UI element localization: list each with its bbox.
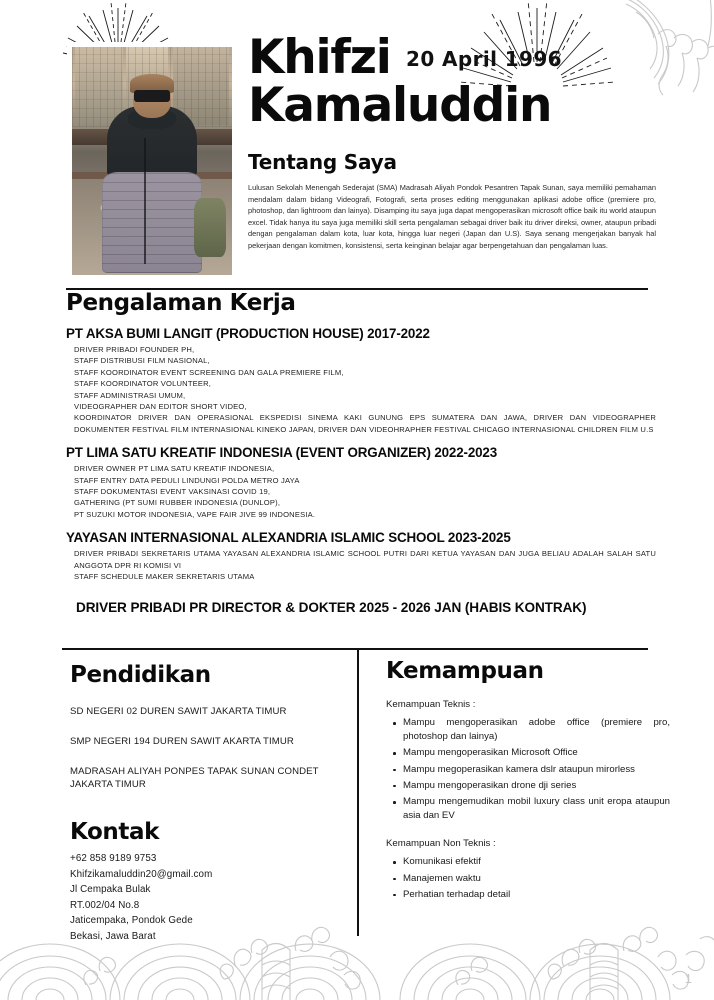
- skill-item: Manajemen waktu: [403, 872, 676, 886]
- divider-columns: [357, 650, 359, 936]
- divider-lower: [62, 648, 648, 650]
- job-detail: STAFF SCHEDULE MAKER SEKRETARIS UTAMA: [74, 572, 255, 582]
- experience-title: Pengalaman Kerja: [66, 290, 296, 316]
- job-detail: STAFF ENTRY DATA PEDULI LINDUNGI POLDA METRO JAYA: [74, 475, 300, 485]
- resume-header: [0, 0, 714, 292]
- skill-item: Mampu mengoperasikan drone dji series: [403, 779, 676, 793]
- skill-item: Mampu mengoperasikan Microsoft Office: [403, 746, 676, 760]
- contact-list: [70, 851, 350, 945]
- avatar: [67, 42, 237, 280]
- job-detail: STAFF ADMINISTRASI UMUM,: [74, 390, 186, 400]
- technical-skills-list: [386, 716, 676, 823]
- job-detail-list: [66, 548, 656, 582]
- page-number: 1: [684, 971, 692, 986]
- job-title: PT LIMA SATU KREATIF INDONESIA (EVENT ORGANIZER) 2022-2023: [66, 445, 498, 461]
- job-title: PT AKSA BUMI LANGIT (PRODUCTION HOUSE) 2017-2022: [66, 326, 430, 341]
- contact-address-line: Jl Cempaka Bulak: [70, 884, 151, 896]
- birthdate: 20 April 1996: [406, 47, 562, 71]
- experience-job: [66, 444, 656, 520]
- skill-item: Komunikasi efektif: [403, 855, 676, 869]
- job-detail: DRIVER OWNER PT LIMA SATU KREATIF INDONESIA,: [74, 464, 275, 474]
- job-title: YAYASAN INTERNASIONAL ALEXANDRIA ISLAMIC SCHOOL 2023-2025: [66, 530, 511, 546]
- experience-job: [66, 529, 656, 582]
- education-contact-column: [70, 662, 350, 945]
- job-detail: STAFF DOKUMENTASI EVENT VAKSINASI COVID 19,: [74, 487, 271, 497]
- education-item: SMP NEGERI 194 DUREN SAWIT AKARTA TIMUR: [70, 736, 294, 747]
- contact-address-line: RT.002/04 No.8: [70, 899, 140, 911]
- contact-phone[interactable]: +62 858 9189 9753: [70, 853, 157, 864]
- skill-item: Perhatian terhadap detail: [403, 888, 676, 902]
- job-detail: DRIVER PRIBADI FOUNDER PH,: [74, 345, 195, 354]
- experience-section: [66, 290, 656, 615]
- job-detail-list: [66, 344, 656, 435]
- technical-skills-label: Kemampuan Teknis :: [386, 699, 476, 710]
- last-name: Kamaluddin: [248, 78, 552, 133]
- job-detail: STAFF KOORDINATOR VOLUNTEER,: [74, 379, 212, 389]
- job-detail: STAFF DISTRIBUSI FILM NASIONAL,: [74, 356, 210, 366]
- skill-item: Mampu mengemudikan mobil luxury class unit eropa ataupun asia dan EV: [403, 795, 676, 823]
- portrait-photo: [72, 47, 232, 275]
- skill-item: Mampu megoperasikan kamera dslr ataupun mirorless: [403, 763, 676, 777]
- skill-item: Mampu mengoperasikan adobe office (premiere pro, photoshop dan lainya): [403, 716, 676, 744]
- about-section-title: Tentang Saya: [248, 150, 397, 174]
- skills-column: [386, 658, 676, 904]
- contact-email[interactable]: Khifzikamaluddin20@gmail.com: [70, 868, 213, 880]
- job-detail: PT SUZUKI MOTOR INDONESIA, VAPE FAIR JIVE 99 INDONESIA.: [74, 509, 316, 519]
- non-technical-skills-label: Kemampuan Non Teknis :: [386, 838, 496, 850]
- job-detail: DRIVER PRIBADI SEKRETARIS UTAMA YAYASAN ALEXANDRIA ISLAMIC SCHOOL PUTRI DARI KETUA YAYASAN DAN JUGA BELIAU ADALAH SALAH SATU ANGGOTA DPR RI KOMISI VI: [74, 549, 656, 570]
- job-detail: STAFF KOORDINATOR EVENT SCREENING DAN GALA PREMIERE FILM,: [74, 367, 344, 377]
- non-technical-skills-list: [386, 855, 676, 902]
- about-section-text: Lulusan Sekolah Menengah Sederajat (SMA) Madrasah Aliyah Pondok Pesantren Tapak Sunan, saya memiliki pemahaman mendalam dalam bidang Videografi, Fotografi, serta proses editing menggunakan aplikasi adobe office (premiere pro, photoshop, dan lightroom dan lainya). Disamping itu saya juga dapat mengoperasikan microsoft office baik itu world ataupun excel. Tidak hanya itu saya juga memiliki skill serta pengalaman sebagai driver baik itu driver direksi, owner, ataupun pribadi dengan pengalaman dalam kota, luar kota, hingga luar negeri (Japan dan U.S). Saya senang mengerjakan banyak hal pekerjaan dengan komitmen, konsistensi, serta keinginan belajar agar berpengetahuan dan pengalaman luas.: [248, 183, 656, 250]
- skills-title: Kemampuan: [386, 658, 544, 684]
- final-role-title: DRIVER PRIBADI PR DIRECTOR & DOKTER 2025 - 2026 JAN (HABIS KONTRAK): [76, 599, 587, 615]
- education-title: Pendidikan: [70, 662, 211, 688]
- education-item: SD NEGERI 02 DUREN SAWIT JAKARTA TIMUR: [70, 706, 287, 717]
- job-detail: VIDEOGRAPHER DAN EDITOR SHORT VIDEO,: [74, 402, 247, 412]
- contact-address-line: Bekasi, Jawa Barat: [70, 930, 156, 942]
- experience-job: [66, 325, 656, 435]
- job-detail: KOORDINATOR DRIVER DAN OPERASIONAL EKSPEDISI SINEMA KAKI GUNUNG EPS SUMATERA DAN JAWA, DRIVER DAN VIDEOGRAPHER DOKUMENTER FESTIVAL FILM INTERNASIONAL KINEKO JAPAN, DRIVER DAN VIDEOHRAPHER FESTIVAL CHICAGO INTERNASIONAL CHILDREN FILM U.S: [74, 413, 656, 434]
- contact-title: Kontak: [70, 819, 160, 845]
- first-name: Khifzi: [248, 30, 391, 85]
- contact-address-line: Jaticempaka, Pondok Gede: [70, 915, 193, 927]
- job-detail-list: [66, 463, 656, 520]
- education-item: MADRASAH ALIYAH PONPES TAPAK SUNAN CONDET JAKARTA TIMUR: [70, 766, 319, 790]
- job-detail: GATHERING (PT SUMI RUBBER INDONESIA (DUNLOP),: [74, 498, 281, 508]
